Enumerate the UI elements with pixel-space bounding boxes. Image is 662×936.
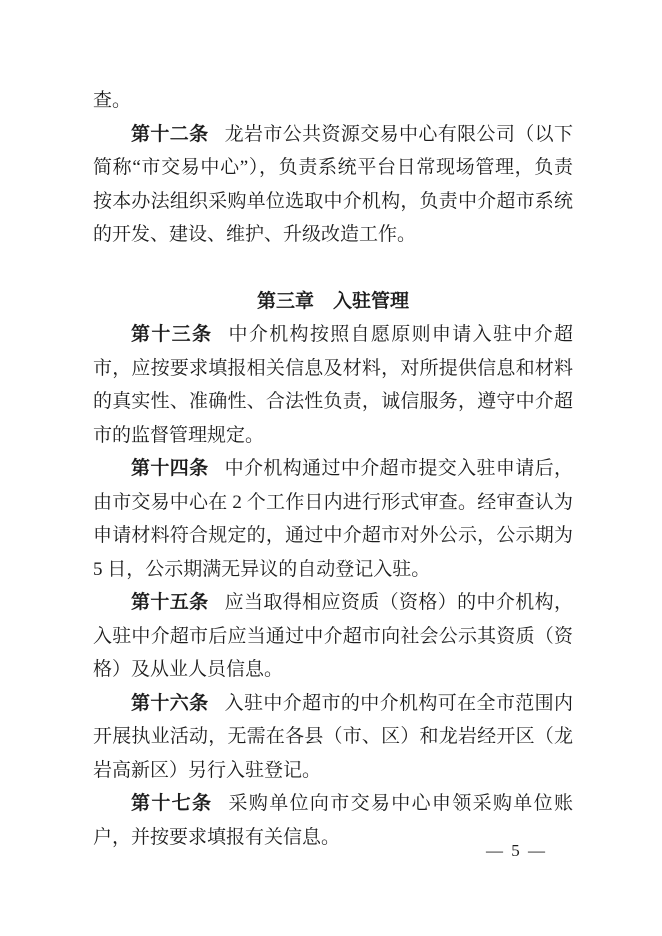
article-12-text: 龙岩市公共资源交易中心有限公司（以下简称“市交易中心”），负责系统平台日常现场管理，负责按本办法组织采购单位选取中介机构，负责中介超市系统的开发、建设、维护、升级改造工作。 (93, 123, 573, 245)
article-12 (93, 118, 573, 252)
article-14-number: 第十四条 (131, 458, 209, 479)
article-17-number: 第十七条 (131, 793, 213, 814)
chapter-heading: 第三章 入驻管理 (256, 290, 409, 312)
continuation-text: 查。 (93, 90, 132, 111)
article-13 (93, 318, 573, 452)
article-16-text: 入驻中介超市的中介机构可在全市范围内开展执业活动，无需在各县（市、区）和龙岩经开区（龙岩高新区）另行入驻登记。 (93, 692, 573, 781)
article-15 (93, 586, 573, 687)
article-17-text: 采购单位向市交易中心申领采购单位账户，并按要求填报有关信息。 (93, 793, 573, 848)
page-number: — 5 — (486, 841, 547, 860)
article-14 (93, 452, 573, 586)
article-15-number: 第十五条 (131, 592, 209, 613)
article-15-text: 应当取得相应资质（资格）的中介机构，入驻中介超市后应当通过中介超市向社会公示其资质（资格）及从业人员信息。 (93, 592, 573, 680)
article-13-number: 第十三条 (131, 324, 213, 345)
article-13-text: 中介机构按照自愿原则申请入驻中介超市，应按要求填报相关信息及材料，对所提供信息和材料的真实性、准确性、合法性负责，诚信服务，遵守中介超市的监督管理规定。 (93, 324, 573, 446)
article-14-text: 中介机构通过中介超市提交入驻申请后，由市交易中心在 2 个工作日内进行形式审查。经审查认为申请材料符合规定的，通过中介超市对外公示，公示期为 5 日，公示期满无异议的自动登记入驻。 (93, 458, 573, 580)
article-16-number: 第十六条 (131, 692, 209, 714)
article-12-number: 第十二条 (131, 123, 209, 145)
document-body (93, 84, 573, 854)
article-16 (93, 687, 573, 788)
continuation-line (93, 84, 573, 118)
